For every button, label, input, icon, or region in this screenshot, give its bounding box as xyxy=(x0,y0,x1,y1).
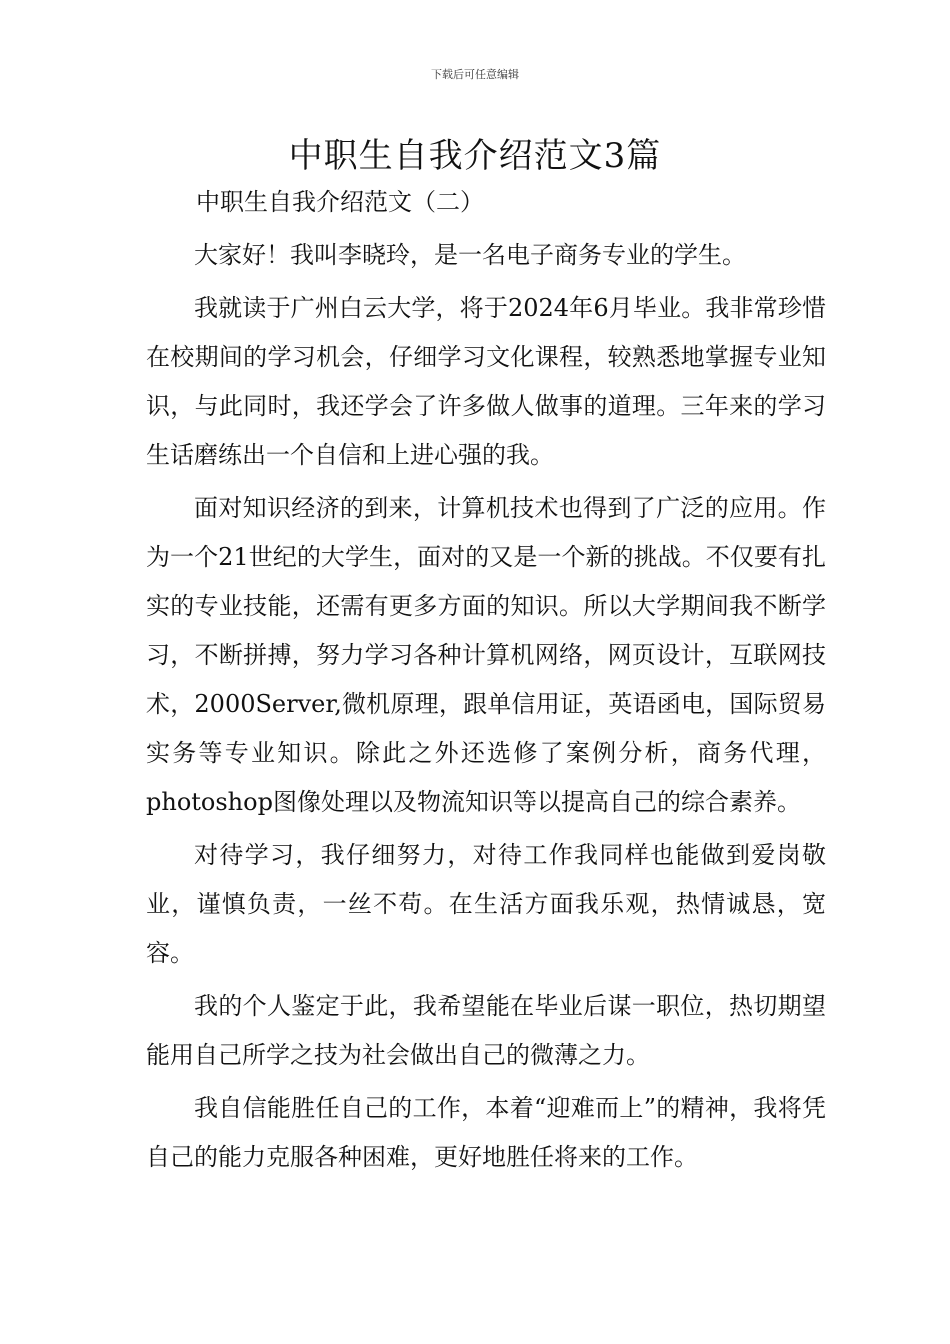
paragraph-greeting: 大家好！我叫李晓玲，是一名电子商务专业的学生。 xyxy=(194,241,746,269)
section-subtitle: 中职生自我介绍范文（二） xyxy=(196,188,484,216)
paragraph-aspiration: 我的个人鉴定于此，我希望能在毕业后谋一职位，热切期望能用自己所学之技为社会做出自己的微薄之力。 xyxy=(146,992,826,1069)
document-title: 中职生自我介绍范文3篇 xyxy=(288,136,662,176)
document-body xyxy=(146,178,826,1182)
paragraph-closing: 我自信能胜任自己的工作，本着“迎难而上”的精神，我将凭自己的能力克服各种困难，更好地胜任将来的工作。 xyxy=(146,1094,826,1171)
header-note: 下载后可任意编辑 xyxy=(431,68,519,81)
paragraph-skills: 面对知识经济的到来，计算机技术也得到了广泛的应用。作为一个21世纪的大学生，面对的又是一个新的挑战。不仅要有扎实的专业技能，还需有更多方面的知识。所以大学期间我不断学习，不断拼搏，努力学习各种计算机网络，网页设计，互联网技术，2000Server,微机原理，跟单信用证，英语函电，国际贸易实务等专业知识。除此之外还选修了案例分析，商务代理，photoshop图像处理以及物流知识等以提高自己的综合素养。 xyxy=(146,494,826,816)
paragraph-attitude: 对待学习，我仔细努力，对待工作我同样也能做到爱岗敬业，谨慎负责，一丝不苟。在生活方面我乐观，热情诚恳，宽容。 xyxy=(146,841,826,967)
paragraph-education: 我就读于广州白云大学，将于2024年6月毕业。我非常珍惜在校期间的学习机会，仔细学习文化课程，较熟悉地掌握专业知识，与此同时，我还学会了许多做人做事的道理。三年来的学习生话磨练出一个自信和上进心强的我。 xyxy=(146,294,826,469)
